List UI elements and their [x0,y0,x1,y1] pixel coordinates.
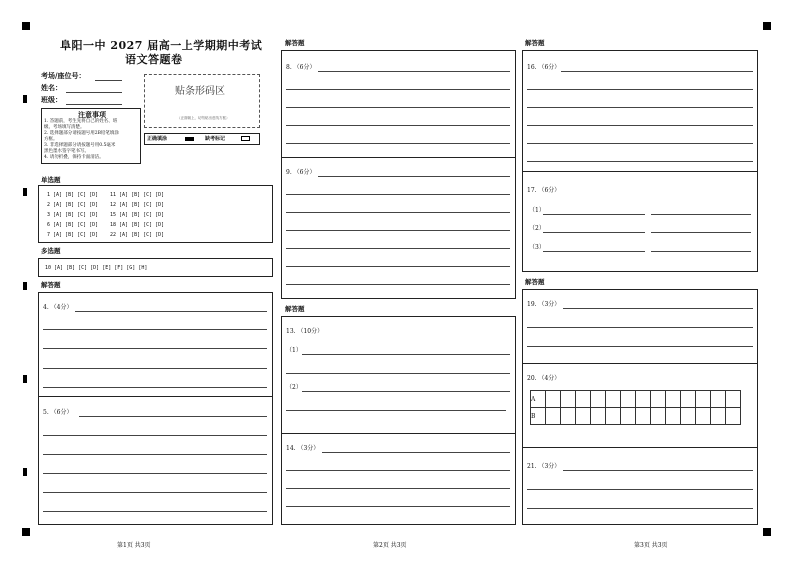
answer-heading: 解答题 [525,39,545,47]
timing-mark [23,282,27,290]
sub-question-label: （1） [529,207,545,214]
notice-box [41,108,141,164]
grid-cell[interactable] [636,408,651,425]
answer-heading: 解答题 [41,281,61,289]
grid-cell[interactable] [561,408,576,425]
corner-mark-br [763,528,771,536]
grid-cell[interactable] [711,391,726,408]
exam-room-field[interactable] [95,80,122,81]
question-label: 5. （6分） [43,409,73,416]
question-label: 20. （4分） [527,375,561,382]
answer-line[interactable] [527,89,753,90]
notice-line: 级、考场填写清楚。 [44,125,85,130]
notice-line: 2. 选择题部分请按题号用2B铅笔填涂 [44,131,119,136]
answer-line[interactable] [286,248,510,249]
grid-row-label: A [531,391,546,408]
answer-line[interactable] [302,391,510,392]
exam-subtitle: 语文答题卷 [125,53,183,66]
choice-row[interactable]: 12 [A] [B] [C] [D] [110,202,165,208]
question-label: 14. （3分） [286,445,320,452]
answer-line[interactable] [286,125,510,126]
answer-box-q19 [522,289,758,364]
grid-cell[interactable] [696,391,711,408]
answer-line[interactable] [561,71,753,72]
question-label: 21. （3分） [527,463,561,470]
question-label: 16. （6分） [527,64,561,71]
grid-cell[interactable] [651,408,666,425]
answer-line[interactable] [543,214,645,215]
notice-line: 3. 非选择题部分请按题号用0.5毫米 [44,143,116,148]
grid-cell[interactable] [546,391,561,408]
answer-box-q21 [522,447,758,525]
correct-fill-sample [185,137,194,141]
timing-mark [23,375,27,383]
choice-row[interactable]: 7 [A] [B] [C] [D] [47,232,99,238]
answer-line[interactable] [286,266,510,267]
barcode-area [144,74,260,128]
answer-line[interactable] [43,368,267,369]
answer-line[interactable] [79,416,267,417]
answer-line[interactable] [286,89,510,90]
exam-room-label: 考场/座位号： [41,71,86,80]
grid-cell[interactable] [681,391,696,408]
grid-cell[interactable] [561,391,576,408]
question-label: 8. （6分） [286,64,316,71]
answer-line[interactable] [563,470,753,471]
notice-title: 注意事项 [78,110,106,119]
class-field[interactable] [66,104,122,105]
answer-line[interactable] [318,176,510,177]
answer-box-q14 [281,433,516,525]
single-choice-heading: 单选题 [41,176,61,184]
class-label: 班级： [41,95,62,104]
grid-cell[interactable] [651,391,666,408]
grid-cell[interactable] [636,391,651,408]
choice-row[interactable]: 1 [A] [B] [C] [D] [47,192,99,198]
grid-cell[interactable] [666,391,681,408]
answer-box-q9 [281,157,516,299]
timing-mark [23,188,27,196]
grid-cell[interactable] [726,408,741,425]
answer-line[interactable] [318,71,510,72]
choice-row[interactable]: 15 [A] [B] [C] [D] [110,212,165,218]
absent-mark-label: 缺考标记 [205,136,226,142]
grid-cell[interactable] [591,408,606,425]
grid-cell[interactable] [606,391,621,408]
choice-row[interactable]: 6 [A] [B] [C] [D] [47,222,99,228]
corner-mark-tr [763,22,771,30]
grid-cell[interactable] [621,408,636,425]
choice-row[interactable]: 22 [A] [B] [C] [D] [110,232,165,238]
answer-line[interactable] [527,327,753,328]
answer-heading: 解答题 [285,305,305,313]
answer-line[interactable] [563,308,753,309]
grid-cell[interactable] [666,408,681,425]
sub-question-label: （2） [286,384,302,391]
notice-line: 黑色墨水签字笔书写。 [44,149,89,154]
answer-line[interactable] [651,232,751,233]
answer-box-q8 [281,50,516,158]
answer-line[interactable] [43,435,267,436]
answer-line[interactable] [43,387,267,388]
page-number: 第3页 共3页 [634,542,668,549]
question-label: 19. （3分） [527,301,561,308]
answer-line[interactable] [651,214,751,215]
exam-title: 阜阳一中 2027 届高一上学期期中考试 [60,39,263,52]
character-grid [530,390,741,425]
correct-fill-label: 正确填涂 [147,136,168,142]
question-label: 17. （6分） [527,187,561,194]
question-label: 13. （10分） [286,328,324,335]
timing-mark [23,468,27,476]
absent-mark-checkbox[interactable] [241,136,250,141]
grid-cell[interactable] [711,408,726,425]
notice-line: 4. 请勿折叠，保持卡面清洁。 [44,155,104,160]
grid-cell[interactable] [576,391,591,408]
answer-box-q16 [522,50,758,172]
grid-row-label: B [531,408,546,425]
grid-cell[interactable] [576,408,591,425]
notice-line: 1. 答题前，考生先将自己的姓名、班 [44,119,118,124]
question-label: 4. （4分） [43,304,73,311]
choice-row[interactable]: 18 [A] [B] [C] [D] [110,222,165,228]
timing-mark [23,95,27,103]
choice-row[interactable]: 2 [A] [B] [C] [D] [47,202,99,208]
grid-cell[interactable] [591,391,606,408]
answer-line[interactable] [527,489,753,490]
answer-line[interactable] [286,284,510,285]
answer-line[interactable] [43,348,267,349]
answer-line[interactable] [651,251,751,252]
page-number: 第2页 共3页 [373,542,407,549]
page-number: 第1页 共3页 [117,542,151,549]
answer-box-q13 [281,316,516,434]
corner-mark-bl [22,528,30,536]
choice-row[interactable]: 10 [A] [B] [C] [D] [E] [F] [G] [H] [45,265,148,271]
corner-mark-tl [22,22,30,30]
name-label: 姓名： [41,83,62,92]
answer-line[interactable] [286,410,506,411]
answer-line[interactable] [527,143,753,144]
answer-box-q17 [522,171,758,272]
question-label: 9. （6分） [286,169,316,176]
answer-line[interactable] [286,373,510,374]
sub-question-label: （1） [286,347,302,354]
grid-cell[interactable] [621,391,636,408]
choice-row[interactable]: 3 [A] [B] [C] [D] [47,212,99,218]
answer-box-q5 [38,396,273,525]
answer-heading: 解答题 [525,278,545,286]
notice-line: 方框。 [44,137,58,142]
answer-line[interactable] [43,454,267,455]
answer-line[interactable] [43,329,267,330]
grid-cell[interactable] [546,408,561,425]
answer-line[interactable] [286,230,510,231]
multi-choice-heading: 多选题 [41,247,61,255]
answer-line[interactable] [527,107,753,108]
grid-cell[interactable] [696,408,711,425]
answer-line[interactable] [302,354,510,355]
answer-line[interactable] [286,470,510,471]
barcode-note: （正面朝上，切勿贴出虚线方框） [177,116,230,120]
answer-line[interactable] [286,194,510,195]
grid-cell[interactable] [681,408,696,425]
answer-line[interactable] [286,212,510,213]
choice-row[interactable]: 11 [A] [B] [C] [D] [110,192,165,198]
answer-line[interactable] [75,311,267,312]
answer-line[interactable] [43,492,267,493]
answer-heading: 解答题 [285,39,305,47]
answer-line[interactable] [527,161,753,162]
answer-line[interactable] [43,473,267,474]
barcode-label: 贴条形码区 [175,86,225,97]
answer-box-q4 [38,292,273,397]
answer-line[interactable] [322,452,510,453]
answer-line[interactable] [543,232,645,233]
name-field[interactable] [66,92,122,93]
answer-line[interactable] [286,506,510,507]
sub-question-label: （3） [529,244,545,251]
answer-line[interactable] [527,508,753,509]
grid-cell[interactable] [606,408,621,425]
answer-box-q20 [522,363,758,448]
answer-line[interactable] [43,511,267,512]
single-choice-box [38,185,273,243]
answer-line[interactable] [286,107,510,108]
answer-line[interactable] [527,125,753,126]
answer-line[interactable] [543,251,645,252]
grid-cell[interactable] [726,391,741,408]
answer-line[interactable] [527,346,753,347]
fill-example-box [144,133,260,145]
sub-question-label: （2） [529,225,545,232]
answer-line[interactable] [286,488,510,489]
answer-line[interactable] [286,143,510,144]
multi-choice-box [38,258,273,277]
